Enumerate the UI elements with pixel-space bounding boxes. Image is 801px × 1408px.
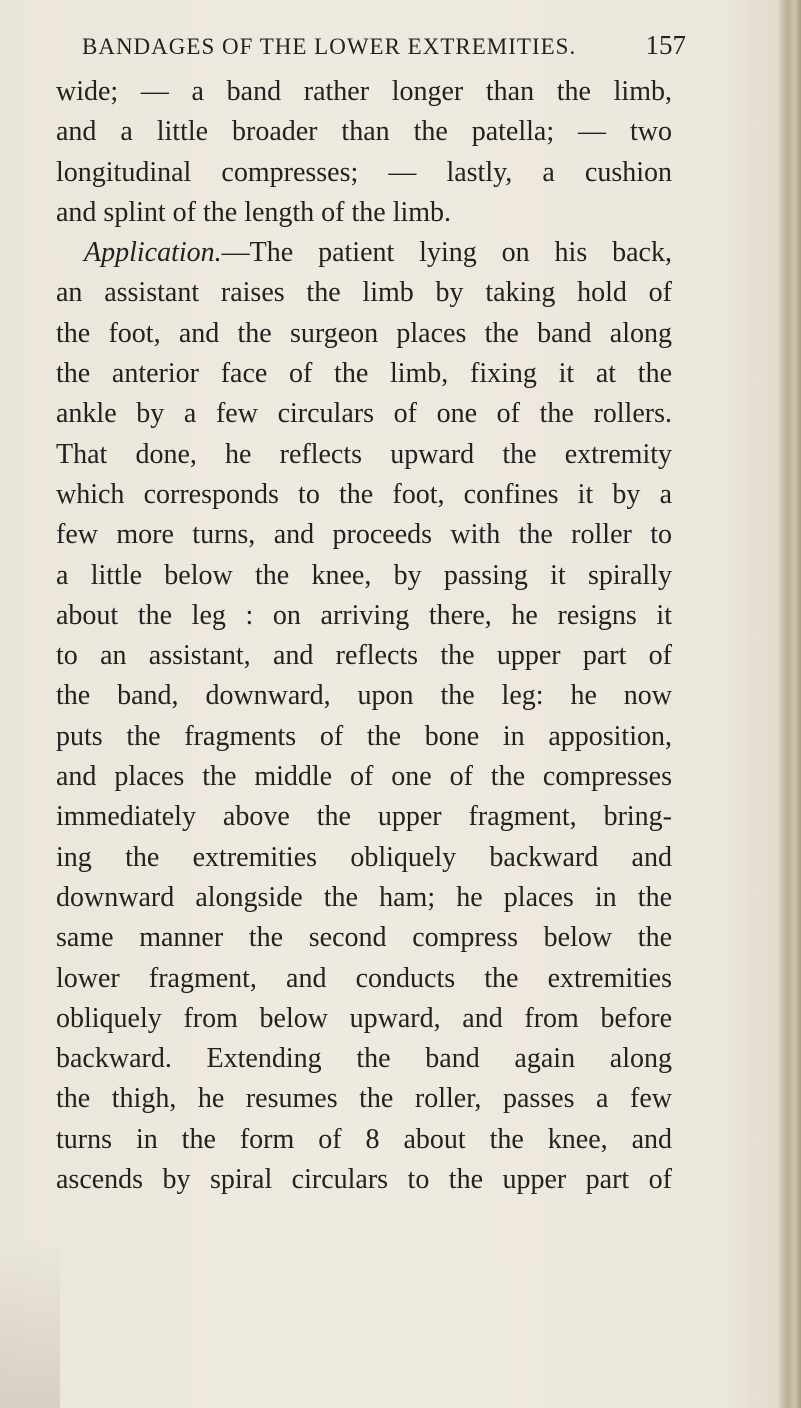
text-line: an assistant raises the limb by taking hold of <box>56 277 672 309</box>
page-number: 157 <box>645 30 686 60</box>
text-line: That done, he reflects upward the extremity <box>56 438 672 470</box>
text-line: immediately above the upper fragment, bring- <box>56 801 672 833</box>
text-line: obliquely from below upward, and from before <box>56 1002 672 1034</box>
page-shadow <box>0 1240 60 1408</box>
body-text <box>56 72 672 1200</box>
text-line: puts the fragments of the bone in apposition, <box>56 720 672 752</box>
text-line: ankle by a few circulars of one of the rollers. <box>56 398 672 430</box>
text-line: and a little broader than the patella; — two <box>56 116 672 148</box>
text-line: the thigh, he resumes the roller, passes a few <box>56 1083 672 1115</box>
text-line: same manner the second compress below the <box>56 922 672 954</box>
text-line: and splint of the length of the limb. <box>56 196 452 228</box>
text-line: backward. Extending the band again along <box>56 1043 672 1075</box>
text-line: the anterior face of the limb, fixing it at the <box>56 358 672 390</box>
text-line: few more turns, and proceeds with the roller to <box>56 519 672 551</box>
running-title: BANDAGES OF THE LOWER EXTREMITIES. <box>82 34 577 59</box>
text-line: turns in the form of 8 about the knee, and <box>56 1123 672 1155</box>
text-line: the band, downward, upon the leg: he now <box>56 680 672 712</box>
text-line: ing the extremities obliquely backward and <box>56 841 672 873</box>
page-edge <box>779 0 801 1408</box>
text-line: a little below the knee, by passing it spirally <box>56 559 672 591</box>
running-header <box>82 30 686 62</box>
text-line: lower fragment, and conducts the extremities <box>56 962 672 994</box>
section-heading: Application. <box>84 237 222 269</box>
text-line: the foot, and the surgeon places the band along <box>56 317 672 349</box>
text-line: ascends by spiral circulars to the upper part of <box>56 1164 672 1196</box>
text-line-rest: —The patient lying on his back, <box>221 237 672 269</box>
text-line: and places the middle of one of the compresses <box>56 761 672 793</box>
text-line: to an assistant, and reflects the upper part of <box>56 640 672 672</box>
text-line: which corresponds to the foot, confines it by a <box>56 478 672 510</box>
text-line <box>56 233 672 273</box>
text-line: about the leg : on arriving there, he resigns it <box>56 599 672 631</box>
text-line: wide; — a band rather longer than the limb, <box>56 76 672 107</box>
text-line: longitudinal compresses; — lastly, a cushion <box>56 156 672 188</box>
text-line: downward alongside the ham; he places in the <box>56 881 672 913</box>
